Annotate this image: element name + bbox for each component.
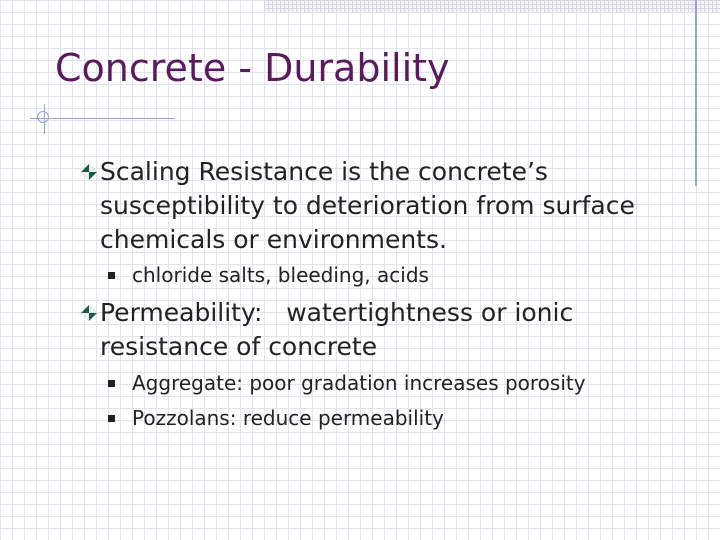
square-bullet-icon xyxy=(108,415,115,422)
sub-bullet-text: chloride salts, bleeding, acids xyxy=(132,263,429,287)
sub-bullet-chloride xyxy=(108,258,429,293)
square-bullet-icon xyxy=(108,272,115,279)
square-bullet-icon xyxy=(108,380,115,387)
diamond-bullet-icon xyxy=(80,304,98,322)
sub-bullet-text: Aggregate: poor gradation increases porosity xyxy=(132,371,586,395)
sub-bullet-pozzolans xyxy=(108,401,444,436)
sub-bullet-aggregate xyxy=(108,366,586,401)
bullet-permeability xyxy=(80,296,680,364)
decorative-circle-icon xyxy=(37,111,49,123)
decorative-horizontal-rule xyxy=(30,118,175,119)
slide-title: Concrete - Durability xyxy=(55,46,450,90)
bullet-text: Scaling Resistance is the concrete’s susceptibility to deterioration from surface chemicals or environments. xyxy=(100,157,635,254)
decorative-top-band xyxy=(264,0,720,12)
bullet-scaling-resistance xyxy=(80,155,680,257)
bullet-text: Permeability: watertightness or ionic resistance of concrete xyxy=(100,298,582,361)
decorative-right-rule xyxy=(695,0,697,186)
diamond-bullet-icon xyxy=(80,163,98,181)
sub-bullet-text: Pozzolans: reduce permeability xyxy=(132,406,444,430)
